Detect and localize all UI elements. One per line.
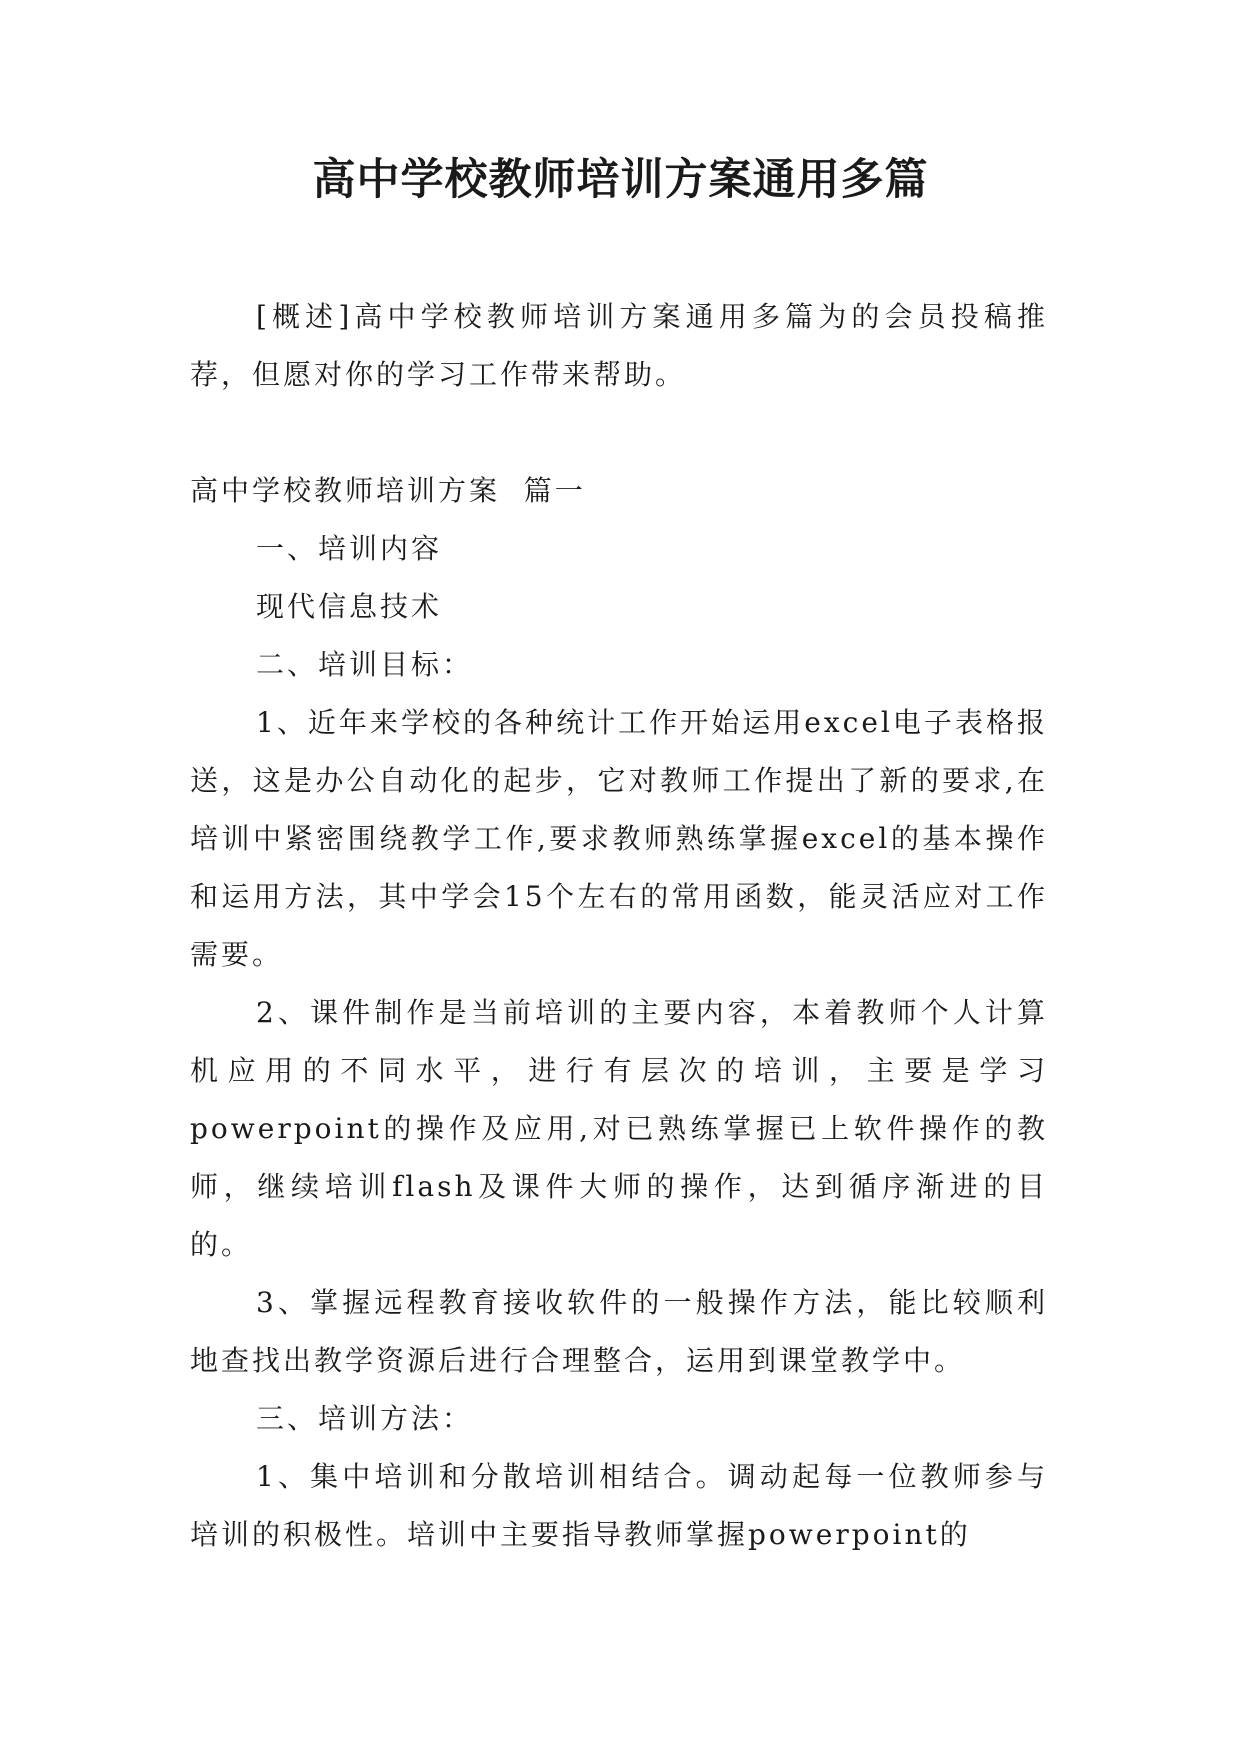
- document-title: 高中学校教师培训方案通用多篇: [312, 155, 929, 205]
- document-body: [190, 288, 1048, 1564]
- paragraph-heading-methods: 三、培训方法：: [256, 1402, 474, 1435]
- paragraph-heading-content: 一、培训内容: [256, 532, 443, 565]
- section-heading: 高中学校教师培训方案 篇一: [190, 474, 586, 507]
- paragraph-heading-goals: 二、培训目标：: [256, 648, 474, 681]
- summary-paragraph: [概述]高中学校教师培训方案通用多篇为的会员投稿推荐，但愿对你的学习工作带来帮助。: [190, 300, 1048, 391]
- paragraph-content-item: 现代信息技术: [256, 590, 443, 623]
- paragraph-goal-2: 2、课件制作是当前培训的主要内容，本着教师个人计算机应用的不同水平，进行有层次的培训，主要是学习powerpoint的操作及应用,对已熟练掌握已上软件操作的教师，继续培训flash及课件大师的操作，达到循序渐进的目的。: [190, 996, 1048, 1261]
- paragraph-method-1: 1、集中培训和分散培训相结合。调动起每一位教师参与培训的积极性。培训中主要指导教师掌握powerpoint的: [190, 1460, 1048, 1551]
- paragraph-goal-1: 1、近年来学校的各种统计工作开始运用excel电子表格报送，这是办公自动化的起步，它对教师工作提出了新的要求,在培训中紧密围绕教学工作,要求教师熟练掌握excel的基本操作和运用方法，其中学会15个左右的常用函数，能灵活应对工作需要。: [190, 706, 1048, 971]
- paragraph-goal-3: 3、掌握远程教育接收软件的一般操作方法，能比较顺利地查找出教学资源后进行合理整合，运用到课堂教学中。: [190, 1286, 1048, 1377]
